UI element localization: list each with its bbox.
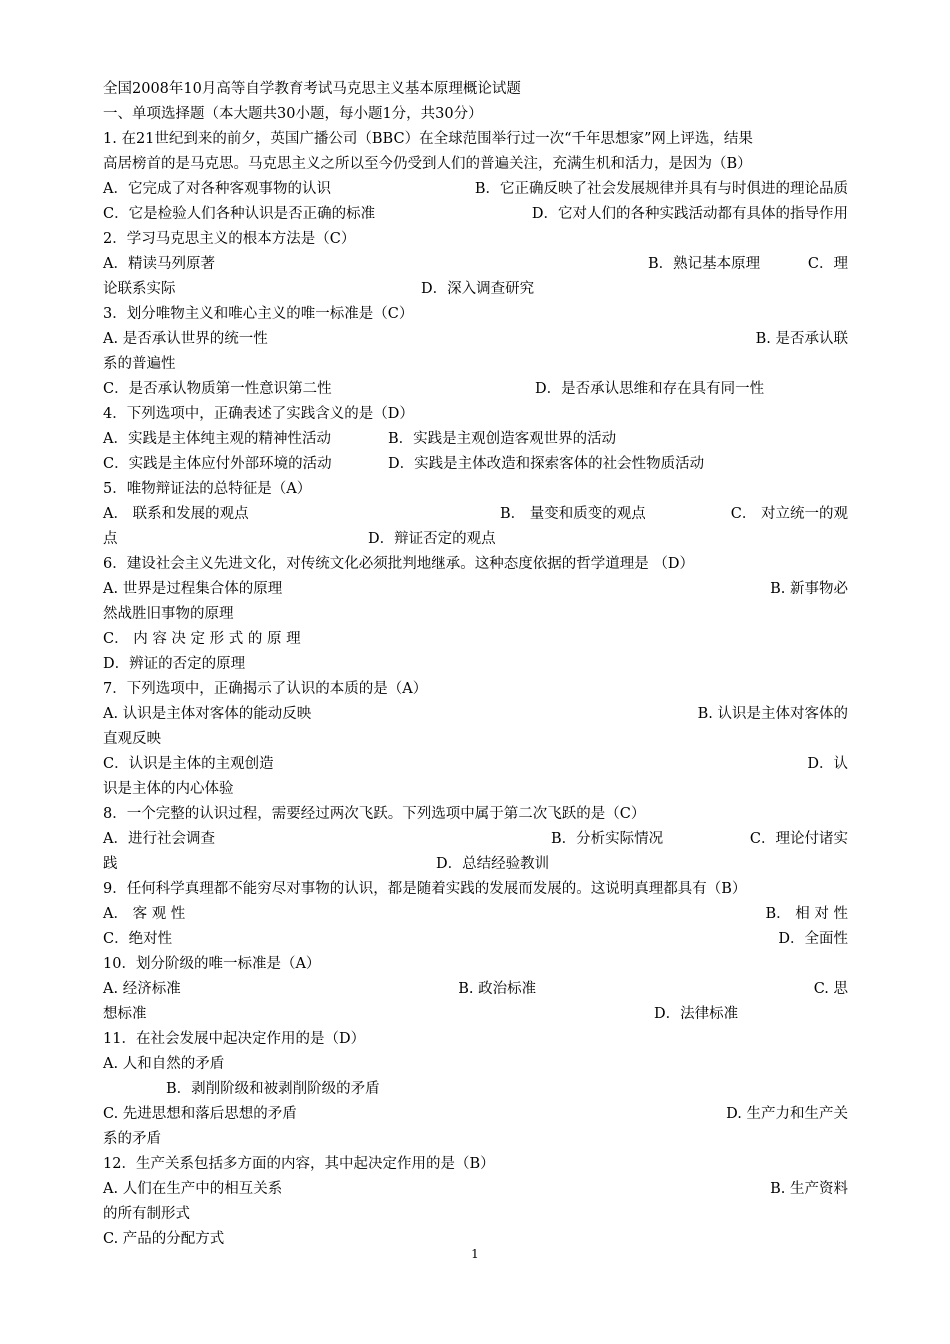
option-segment: C. 思	[813, 981, 848, 997]
option-segment: B．熟记基本原理	[648, 256, 761, 272]
option-segment: B．分析实际情况	[551, 831, 664, 847]
line-segment: A. 是否承认世界的统一性	[103, 331, 268, 347]
line-segment: A．它完成了对各种客观事物的认识	[103, 181, 331, 197]
option-segment: B. 生产资料	[770, 1181, 848, 1197]
line-segment: 10．划分阶级的唯一标准是（A）	[103, 956, 321, 972]
text-line	[103, 1202, 848, 1227]
text-line	[103, 977, 848, 1002]
option-segment: D．实践是主体改造和探索客体的社会性物质活动	[388, 456, 705, 472]
text-line	[103, 777, 848, 802]
line-segment: 3．划分唯物主义和唯心主义的唯一标准是（C）	[103, 306, 414, 322]
text-line	[103, 252, 848, 277]
text-line	[103, 302, 848, 327]
line-segment: C．它是检验人们各种认识是否正确的标准	[103, 206, 376, 222]
line-segment: C． 内 容 决 定 形 式 的 原 理	[103, 631, 301, 647]
line-segment: A．实践是主体纯主观的精神性活动	[103, 431, 331, 447]
line-segment: C. 先进思想和落后思想的矛盾	[103, 1106, 297, 1122]
line-segment: 论联系实际	[103, 281, 176, 297]
text-line	[103, 627, 848, 652]
text-line	[103, 652, 848, 677]
text-line	[103, 477, 848, 502]
line-segment: 高居榜首的是马克思。马克思主义之所以至今仍受到人们的普遍关注，充满生机和活力，是因为（B）	[103, 156, 752, 172]
option-segment: D. 生产力和生产关	[726, 1106, 848, 1122]
text-line	[103, 1052, 848, 1077]
line-segment: 9．任何科学真理都不能穷尽对事物的认识，都是随着实践的发展而发展的。这说明真理都具有（B）	[103, 881, 747, 897]
text-line	[103, 1002, 848, 1027]
option-segment: B. 新事物必	[770, 581, 848, 597]
text-line	[103, 1152, 848, 1177]
text-line	[103, 227, 848, 252]
line-segment: A. 经济标准	[103, 981, 181, 997]
option-segment: B. 认识是主体对客体的	[697, 706, 848, 722]
line-segment: B．剥削阶级和被剥削阶级的矛盾	[166, 1081, 380, 1097]
line-segment: A． 联系和发展的观点	[103, 506, 249, 522]
line-segment: 识是主体的内心体验	[103, 781, 234, 797]
line-segment: 8．一个完整的认识过程，需要经过两次飞跃。下列选项中属于第二次飞跃的是（C）	[103, 806, 646, 822]
text-line	[103, 452, 848, 477]
text-line	[103, 927, 848, 952]
option-segment: C．理论付诸实	[749, 831, 848, 847]
text-line	[103, 127, 848, 152]
text-line	[103, 577, 848, 602]
option-segment: C．理	[807, 256, 848, 272]
line-segment: C．认识是主体的主观创造	[103, 756, 274, 772]
text-line	[103, 877, 848, 902]
page-number: 1	[471, 1247, 479, 1261]
line-segment: C．是否承认物质第一性意识第二性	[103, 381, 332, 397]
line-segment: 一、单项选择题（本大题共30小题，每小题1分，共30分）	[103, 106, 483, 122]
text-line	[103, 752, 848, 777]
option-segment: D．法律标准	[654, 1006, 739, 1022]
text-line	[103, 152, 848, 177]
line-segment: 12．生产关系包括多方面的内容，其中起决定作用的是（B）	[103, 1156, 495, 1172]
line-segment: A. 世界是过程集合体的原理	[103, 581, 283, 597]
text-line	[103, 352, 848, 377]
line-segment: 2．学习马克思主义的根本方法是（C）	[103, 231, 356, 247]
option-segment: B．实践是主观创造客观世界的活动	[388, 431, 617, 447]
option-segment: D．深入调查研究	[421, 281, 535, 297]
line-segment: 7．下列选项中，正确揭示了认识的本质的是（A）	[103, 681, 428, 697]
document-title: 全国2008年10月高等自学教育考试马克思主义基本原理概论试题	[103, 81, 521, 97]
line-segment: 点	[103, 531, 118, 547]
text-line	[103, 852, 848, 877]
option-segment: D．它对人们的各种实践活动都有具体的指导作用	[531, 206, 848, 222]
line-segment: 践	[103, 856, 118, 872]
option-segment: B．它正确反映了社会发展规律并具有与时俱进的理论品质	[474, 181, 848, 197]
text-line	[103, 377, 848, 402]
option-segment: D．认	[807, 756, 848, 772]
text-line	[103, 702, 848, 727]
option-segment: D．辩证否定的观点	[368, 531, 496, 547]
line-segment: 11．在社会发展中起决定作用的是（D）	[103, 1031, 366, 1047]
line-segment: A. 认识是主体对客体的能动反映	[103, 706, 312, 722]
line-segment: A．精读马列原著	[103, 256, 215, 272]
line-segment: 1. 在21世纪到来的前夕，英国广播公司（BBC）在全球范围举行过一次“千年思想家”网上评选，结果	[103, 131, 753, 147]
exam-text-body	[103, 77, 848, 1252]
line-segment: A．进行社会调查	[103, 831, 215, 847]
line-segment: 5．唯物辩证法的总特征是（A）	[103, 481, 312, 497]
line-segment: 4．下列选项中，正确表述了实践含义的是（D）	[103, 406, 414, 422]
text-line	[103, 402, 848, 427]
text-line	[103, 527, 848, 552]
option-segment: B. 政治标准	[458, 981, 537, 997]
line-segment: A. 人们在生产中的相互关系	[103, 1181, 283, 1197]
text-line	[103, 1177, 848, 1202]
text-line	[103, 177, 848, 202]
text-line	[103, 952, 848, 977]
line-segment: 然战胜旧事物的原理	[103, 606, 234, 622]
option-segment: B． 相 对 性	[765, 906, 848, 922]
text-line	[103, 827, 848, 852]
line-segment: A． 客 观 性	[103, 906, 186, 922]
text-line	[103, 552, 848, 577]
option-segment: B． 量变和质变的观点	[500, 506, 646, 522]
text-line	[103, 1127, 848, 1152]
text-line	[103, 902, 848, 927]
line-segment: 的所有制形式	[103, 1206, 190, 1222]
text-line	[103, 1077, 848, 1102]
line-segment: 6．建设社会主义先进文化，对传统文化必须批判地继承。这种态度依据的哲学道理是 （D）	[103, 556, 694, 572]
option-segment: D．总结经验教训	[436, 856, 550, 872]
text-line	[103, 1027, 848, 1052]
text-line	[103, 727, 848, 752]
text-line	[103, 802, 848, 827]
line-segment: 直观反映	[103, 731, 161, 747]
line-segment: C．实践是主体应付外部环境的活动	[103, 456, 332, 472]
line-segment: C．绝对性	[103, 931, 173, 947]
text-line	[103, 102, 848, 127]
text-line	[103, 502, 848, 527]
line-segment: 系的矛盾	[103, 1131, 161, 1147]
text-line	[103, 277, 848, 302]
text-line	[103, 1102, 848, 1127]
line-segment: 系的普遍性	[103, 356, 176, 372]
option-segment: D．全面性	[778, 931, 848, 947]
text-line	[103, 202, 848, 227]
text-line	[103, 427, 848, 452]
text-line	[103, 677, 848, 702]
line-segment: 想标准	[103, 1006, 147, 1022]
text-line	[103, 602, 848, 627]
option-segment: B. 是否承认联	[755, 331, 848, 347]
option-segment: D．是否承认思维和存在具有同一性	[535, 381, 765, 397]
line-segment: C. 产品的分配方式	[103, 1231, 225, 1247]
line-segment: D．辨证的否定的原理	[103, 656, 246, 672]
text-line	[103, 327, 848, 352]
line-segment: A. 人和自然的矛盾	[103, 1056, 225, 1072]
option-segment: C． 对立统一的观	[730, 506, 848, 522]
